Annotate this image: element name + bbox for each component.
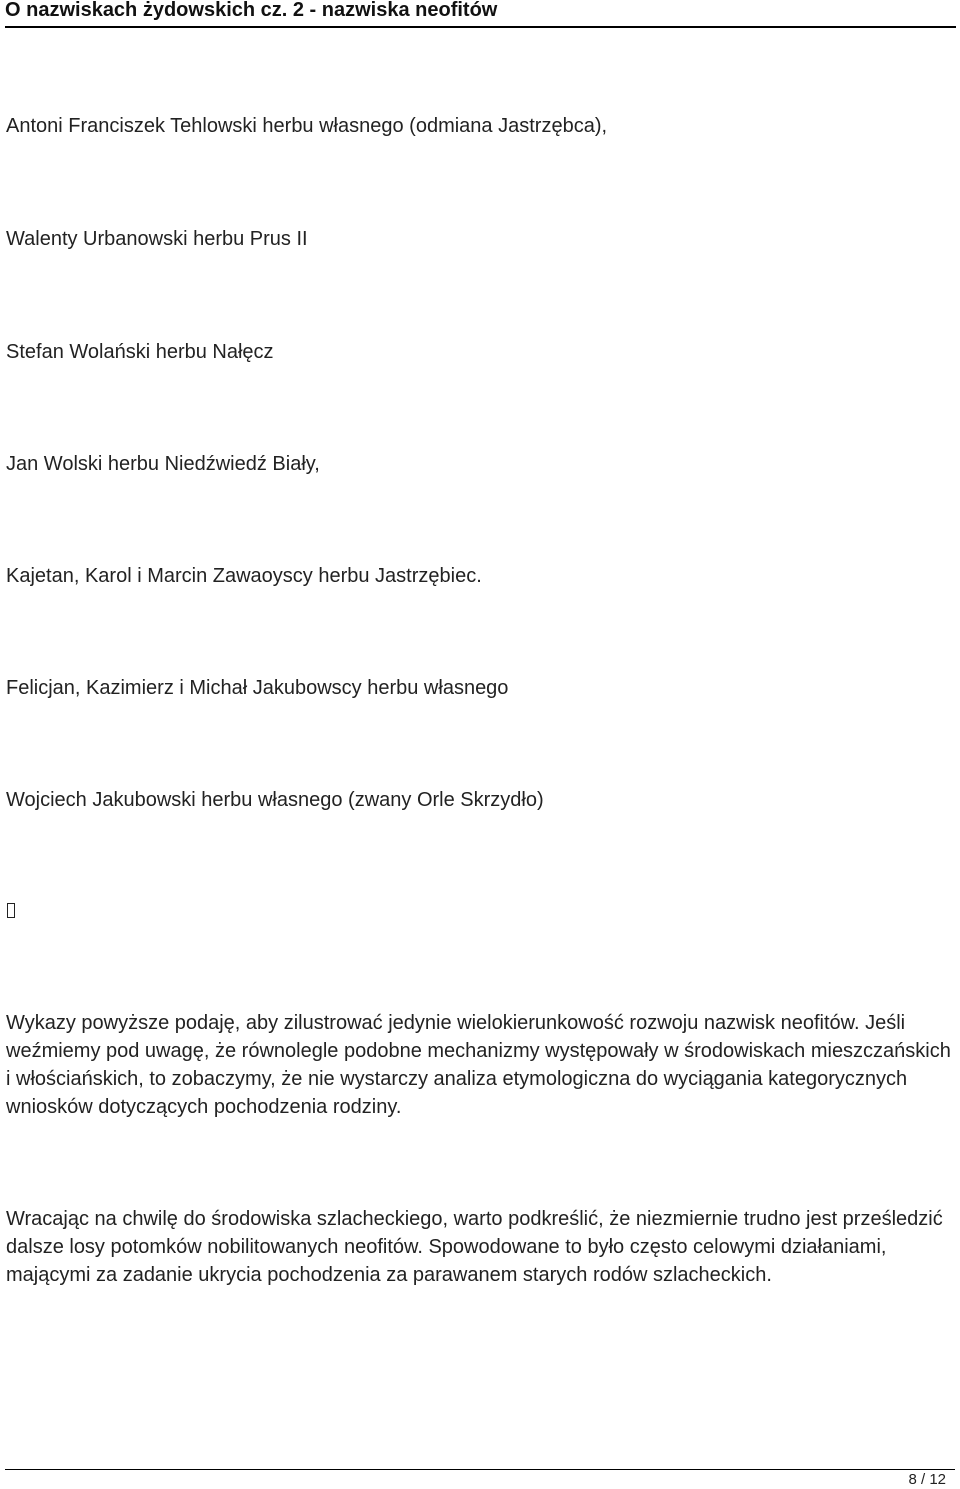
- list-item: Walenty Urbanowski herbu Prus II: [6, 228, 308, 250]
- page-number: 8 / 12: [908, 1471, 946, 1488]
- missing-glyph-icon: [7, 903, 15, 918]
- list-item: Stefan Wolański herbu Nałęcz: [6, 341, 274, 363]
- list-item: Kajetan, Karol i Marcin Zawaoyscy herbu Jastrzębiec.: [6, 565, 482, 587]
- list-item: Antoni Franciszek Tehlowski herbu własnego (odmiana Jastrzębca),: [6, 115, 608, 137]
- header-divider: [5, 26, 956, 28]
- body-paragraph: Wracając na chwilę do środowiska szlacheckiego, warto podkreślić, że niezmiernie trudno jest prześledzić dalsze losy potomków nobilitowanych neofitów. Spowodowane to było często celowymi działaniami, mającymi za zadanie ukrycia pochodzenia za parawanem starych rodów szlacheckich.: [6, 1208, 943, 1286]
- body-paragraph: Wykazy powyższe podaję, aby zilustrować jedynie wielokierunkowość rozwoju nazwisk neofitów. Jeśli weźmiemy pod uwagę, że równolegle podobne mechanizmy występowały w środowiskach mieszczańskich i włościańskich, to zobaczymy, że nie wystarczy analiza etymologiczna do wyciągania kategorycznych wniosków dotyczących pochodzenia rodziny.: [6, 1012, 951, 1118]
- list-item: Felicjan, Kazimierz i Michał Jakubowscy herbu własnego: [6, 677, 509, 699]
- page-header-title: O nazwiskach żydowskich cz. 2 - nazwiska neofitów: [5, 0, 498, 21]
- list-item: Jan Wolski herbu Niedźwiedź Biały,: [6, 453, 320, 475]
- list-item: Wojciech Jakubowski herbu własnego (zwany Orle Skrzydło): [6, 789, 544, 811]
- footer-divider: [5, 1469, 955, 1470]
